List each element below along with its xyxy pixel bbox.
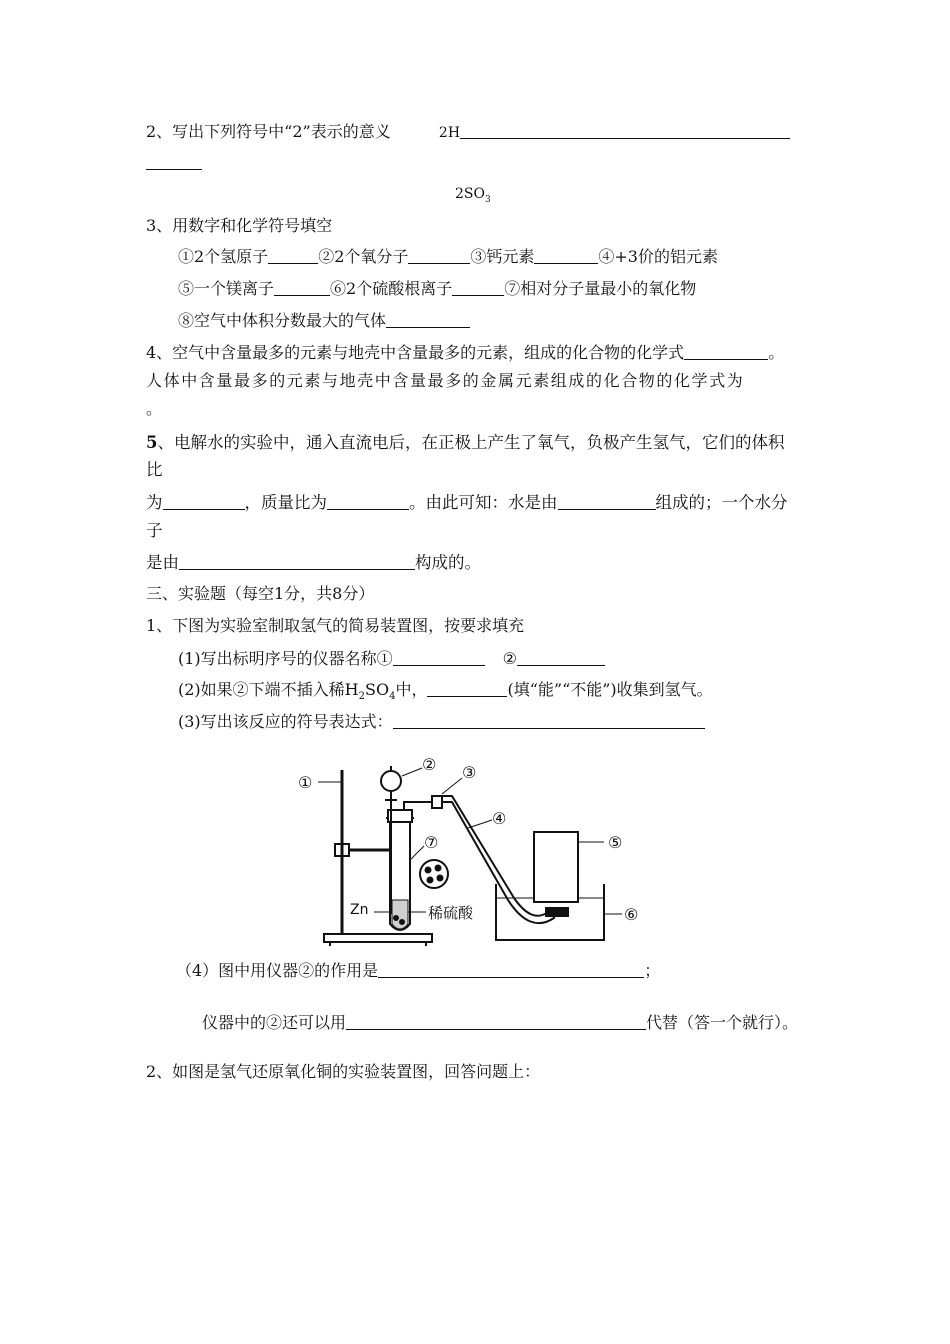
- label-zn: Zn: [350, 902, 369, 918]
- jar-stand: [546, 908, 568, 916]
- q5-l3b: ，质量比为: [244, 493, 327, 512]
- q3-item4: ④+3价的铝元素: [598, 247, 718, 266]
- blank-i6[interactable]: [452, 279, 504, 296]
- q3-item6: ⑥2个硫酸根离子: [330, 279, 453, 298]
- blank-2h-cont[interactable]: [146, 153, 202, 170]
- blank-instrument2[interactable]: [517, 649, 605, 666]
- q5-l3d: 组成的；一个水分: [655, 493, 788, 512]
- part2-text-d: (填“能”“不能”)收集到氢气。: [507, 680, 713, 699]
- s3-part2: [178, 679, 713, 708]
- part5-text-b: 代替（答一个就行）。: [646, 1013, 799, 1032]
- blank-can-collect[interactable]: [427, 680, 507, 697]
- blank-i5[interactable]: [274, 279, 330, 296]
- part2-sub1: 2: [358, 691, 365, 703]
- blank-molecule[interactable]: [179, 553, 415, 570]
- s3-part4: [176, 960, 660, 982]
- label-2: ②: [422, 755, 437, 774]
- q3-item1: ①2个氢原子: [178, 247, 269, 266]
- q4-line2: 人体中含量最多的元素与地壳中含量最多的金属元素组成的化合物的化学式为: [146, 371, 745, 390]
- q4-text1: 4、空气中含量最多的元素与地壳中含量最多的元素，组成的化合物的化学式: [146, 343, 685, 362]
- leader-4: [468, 820, 492, 828]
- q2-line: [146, 121, 790, 144]
- q4-line1: [146, 342, 784, 364]
- q3-row3: [178, 310, 470, 332]
- label-3: ③: [462, 763, 477, 782]
- q3-item3: ③钙元素: [470, 247, 535, 266]
- part4-end: ；: [644, 961, 661, 980]
- q5-line1: [146, 432, 784, 454]
- q5-line2: 比: [146, 460, 163, 479]
- blank-substitute[interactable]: [346, 1013, 646, 1030]
- s3-part5: [202, 1012, 798, 1034]
- leader-2: [402, 768, 422, 776]
- q2-symbol-2h: 2H: [438, 125, 461, 141]
- label-1: ①: [298, 773, 313, 792]
- blank-funnel-function[interactable]: [378, 961, 644, 978]
- q4-end1: 。: [768, 343, 785, 362]
- blank-q4a[interactable]: [684, 343, 768, 360]
- q3-item7: ⑦相对分子量最小的氧化物: [504, 279, 697, 298]
- zinc-particle: [438, 876, 443, 881]
- q3-row2: [178, 278, 696, 300]
- blank-i2[interactable]: [408, 247, 470, 264]
- part5-text-a: 仪器中的②还可以用: [202, 1013, 347, 1032]
- q2-continuation: [146, 152, 202, 174]
- blank-i3[interactable]: [534, 247, 598, 264]
- zinc-granule: [400, 920, 404, 924]
- q5-l5b: 构成的。: [415, 553, 481, 572]
- acid-liquid: [392, 900, 408, 929]
- q5-line4: 子: [146, 521, 163, 540]
- q5-l5a: 是由: [146, 553, 179, 572]
- so3-sub: 3: [484, 194, 491, 205]
- zinc-magnified: [420, 860, 448, 888]
- q3-item2: ②2个氧分子: [318, 247, 409, 266]
- part4-text: （4）图中用仪器②的作用是: [176, 961, 379, 980]
- blank-equation[interactable]: [393, 712, 705, 729]
- q5-number: 5: [146, 433, 158, 452]
- part1-text-b: ②: [502, 649, 518, 668]
- blank-instrument1[interactable]: [393, 649, 485, 666]
- zinc-granule: [394, 916, 398, 920]
- label-dilute-acid: 稀硫酸: [428, 904, 474, 922]
- q5-line5: [146, 552, 481, 574]
- s3-part1: [178, 648, 605, 670]
- gas-collecting-jar: [534, 832, 578, 902]
- blank-2h[interactable]: [460, 122, 790, 139]
- label-6: ⑥: [624, 905, 639, 924]
- q5-l3a: 为: [146, 493, 163, 512]
- label-4: ④: [492, 809, 507, 828]
- q4-line3: 。: [146, 399, 163, 418]
- q2-symbol-2so3: [455, 183, 491, 211]
- zinc-particle: [426, 868, 431, 873]
- q5-text1: 、电解水的实验中，通入直流电后，在正极上产生了氧气，负极产生氢气，它们的体积: [157, 433, 785, 452]
- section3-title: 三、实验题（每空1分，共8分）: [146, 584, 375, 603]
- so3-text: 2SO: [455, 186, 485, 202]
- q5-l3c: 。由此可知：水是由: [409, 493, 558, 512]
- s3-part3: [178, 711, 705, 733]
- q3-item5: ⑤一个镁离子: [178, 279, 275, 298]
- leader-3: [442, 778, 462, 794]
- blank-mass-ratio[interactable]: [327, 493, 409, 510]
- part2-sub2: 4: [389, 691, 396, 703]
- delivery-tube-start: [404, 802, 434, 810]
- label-7: ⑦: [424, 833, 439, 852]
- zinc-particle: [436, 866, 441, 871]
- blank-i1[interactable]: [268, 247, 318, 264]
- stand-base: [324, 934, 432, 942]
- q5-line3: [146, 492, 788, 514]
- part1-text: (1)写出标明序号的仪器名称①: [178, 649, 393, 668]
- separating-funnel-bulb: [381, 771, 401, 791]
- blank-volume-ratio[interactable]: [163, 493, 245, 510]
- part2-text-b: SO: [365, 680, 390, 699]
- hydrogen-apparatus-figure: [292, 748, 662, 948]
- q3-item8: ⑧空气中体积分数最大的气体: [178, 311, 387, 330]
- zinc-particle: [428, 878, 433, 883]
- pinch-clip: [432, 796, 442, 808]
- q3-title: 3、用数字和化学符号填空: [146, 216, 333, 235]
- blank-composition[interactable]: [558, 493, 656, 510]
- label-5: ⑤: [608, 833, 623, 852]
- part2-text-c: 中，: [395, 680, 428, 699]
- part3-text: (3)写出该反应的符号表达式：: [178, 712, 393, 731]
- s3-q1: 1、下图为实验室制取氢气的简易装置图，按要求填充: [146, 616, 525, 635]
- q3-row1: [178, 246, 718, 268]
- part2-text-a: (2)如果②下端不插入稀H: [178, 680, 359, 699]
- s3-q2: 2、如图是氢气还原氧化铜的实验装置图，回答问题上：: [146, 1062, 541, 1081]
- leader-7: [410, 846, 424, 860]
- q2-text: 2、写出下列符号中“2”表示的意义: [146, 122, 391, 141]
- blank-i8[interactable]: [386, 311, 470, 328]
